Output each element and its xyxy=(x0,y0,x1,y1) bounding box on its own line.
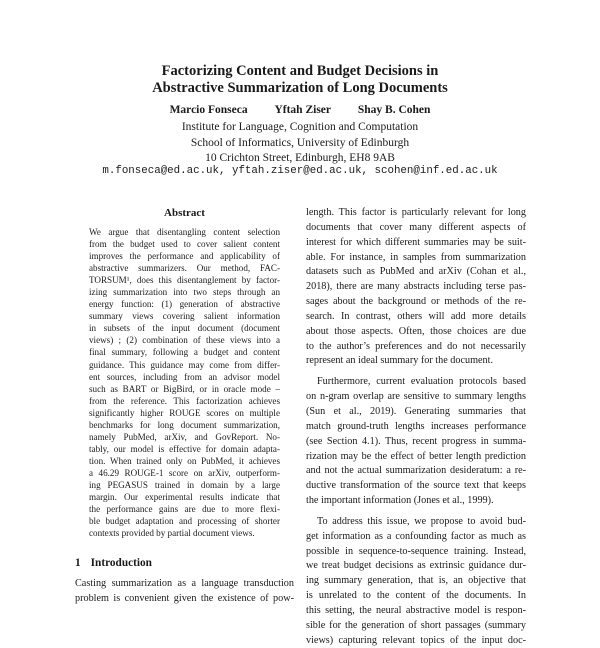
text-line: length. This factor is particularly relevant for long xyxy=(306,207,526,218)
section-heading xyxy=(75,557,152,569)
text-line: (Sun et al., 2019). Generating summaries that xyxy=(306,405,526,417)
author-emails: m.fonseca@ed.ac.uk, yftah.ziser@ed.ac.uk, scohen@inf.ed.ac.uk xyxy=(102,165,498,177)
text-line: problem is convenient given the existence of pow- xyxy=(75,592,294,604)
author-name: Yftah Ziser xyxy=(274,104,332,116)
text-line: to the author’s preferences and do not necessarily xyxy=(306,340,526,352)
text-line: We argue that disentangling content selection xyxy=(89,227,280,237)
text-line: sages about the background or methods of the re- xyxy=(306,296,526,308)
text-line: guidance. This guidance may come from differ- xyxy=(89,359,280,370)
affiliation-line: 10 Crichton Street, Edinburgh, EH8 9AB xyxy=(205,152,395,164)
text-line: is unrelated to the content of the documents. In xyxy=(306,590,526,602)
text-line: on n-gram overlap are sensitive to summary lengths xyxy=(306,391,526,403)
text-line: ductive transformation of the source text that keeps xyxy=(306,480,526,492)
text-line: able. For instance, in samples from summarization xyxy=(306,251,526,263)
text-line: interest for which different summaries may be suit- xyxy=(306,236,526,248)
text-line: ble budget adaptation and processing of shorter xyxy=(89,516,280,527)
text-line: To address this issue, we propose to avoid bud- xyxy=(317,515,526,527)
text-line: a 46.29 ROUGE-1 score on arXiv, outperform- xyxy=(89,467,280,478)
section-number: 1 xyxy=(75,557,81,569)
text-line: margin. Our experimental results indicate that xyxy=(89,492,280,503)
text-line: represent an ideal summary for the document. xyxy=(306,355,493,367)
title-line-1: Factorizing Content and Budget Decisions in xyxy=(161,63,439,79)
paper-title xyxy=(0,63,600,97)
text-line: and not the actual summarization desideratum: a re- xyxy=(306,465,526,477)
text-line: final summary, following a budget and content xyxy=(89,347,280,358)
paragraph xyxy=(306,515,526,648)
text-line: abstractive summarizers. Our method, FAC- xyxy=(89,263,280,274)
text-line: contexts provided by partial document views. xyxy=(89,528,255,539)
text-line: search. In contrast, others will add more details xyxy=(306,310,526,322)
affiliation-block xyxy=(0,120,600,167)
abstract-body xyxy=(89,226,280,539)
text-line: energy function: (1) generation of abstractive xyxy=(89,299,280,310)
text-line: TORSUM¹, does this disentanglement by factor- xyxy=(89,275,280,286)
text-line: views) capturing relevant topics of the input doc- xyxy=(306,634,526,646)
text-line: ent sources, including from an advisor model xyxy=(89,371,280,382)
text-line: datasets such as PubMed and arXiv (Cohan et al., xyxy=(306,266,526,278)
title-line-2: Abstractive Summarization of Long Documents xyxy=(152,80,448,96)
paragraph xyxy=(306,375,526,509)
paragraph xyxy=(306,206,526,369)
text-line: the performance gains are due to more flexi- xyxy=(89,504,280,515)
text-line: summary views covering salient information xyxy=(89,311,280,322)
text-line: ing PEGASUS trained in domain by a large xyxy=(89,479,280,490)
text-line: Casting summarization as a language transduction xyxy=(75,578,294,589)
text-line: Furthermore, current evaluation protocols based xyxy=(317,376,526,388)
text-line: benchmarks for long document summarization, xyxy=(89,419,280,430)
text-line: get information as a confounding factor as much as xyxy=(306,530,526,542)
affiliation-line: Institute for Language, Cognition and Computation xyxy=(181,121,419,133)
text-line: views) ; (2) combination of these views into a xyxy=(89,335,280,346)
text-line: documents that cover many different aspects of xyxy=(306,221,526,233)
text-line: such as BART or BigBird, or in oracle mode – xyxy=(89,383,280,394)
text-line: in subsets of the input document (document xyxy=(89,323,280,334)
text-line: we treat budget decisions as extrinsic guidance dur- xyxy=(306,560,526,572)
text-line: about those aspects. Often, those choices are due xyxy=(306,325,526,337)
text-line: possible in sequence-to-sequence training. Instead, xyxy=(306,545,526,557)
text-line: izing summarization into two steps through an xyxy=(89,287,280,298)
introduction-body xyxy=(75,577,294,607)
text-line: match ground-truth lengths increases performance xyxy=(306,420,526,432)
text-line: the important information (Jones et al., 1999). xyxy=(306,495,494,507)
author-name: Shay B. Cohen xyxy=(357,104,431,116)
text-line: improves the performance and applicability of xyxy=(89,251,280,262)
text-line: sible for the generation of short passages (summary xyxy=(306,619,526,631)
text-line: 2018), there are many abstracts including terse pas- xyxy=(306,281,526,293)
affiliation-line: School of Informatics, University of Edinburgh xyxy=(190,136,410,149)
text-line: from the reference. This factorization achieves xyxy=(89,395,280,406)
right-column-body xyxy=(306,206,526,648)
author-name: Marcio Fonseca xyxy=(169,104,248,116)
text-line: this setting, the neural abstractive model is respon- xyxy=(306,604,526,616)
text-line: from the budget used to cover salient content xyxy=(89,239,280,250)
text-line: namely PubMed, arXiv, and GovReport. No- xyxy=(89,431,280,442)
author-list xyxy=(0,104,600,116)
abstract-heading: Abstract xyxy=(164,207,205,219)
text-line: ing summary generation, that is, an objective that xyxy=(306,575,526,587)
text-line: rization may be the effect of better length prediction xyxy=(306,450,526,462)
text-line: tion. When trained only on PubMed, it achieves xyxy=(89,455,280,466)
text-line: (see Section 4.1). Thus, recent progress in summa- xyxy=(306,435,526,447)
text-line: significantly higher ROUGE scores on multiple xyxy=(89,407,280,418)
text-line: tably, our model is effective for domain adapta- xyxy=(89,443,280,454)
section-title: Introduction xyxy=(90,557,152,569)
